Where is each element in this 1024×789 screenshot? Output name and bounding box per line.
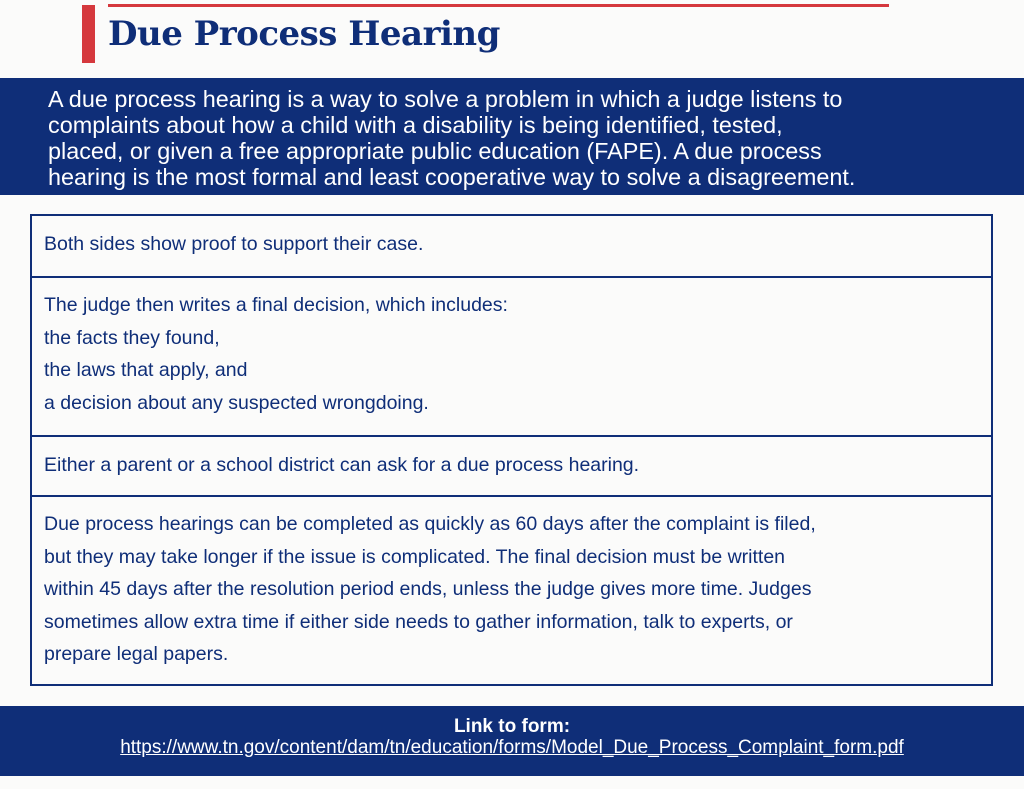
info-row-proof	[32, 216, 991, 278]
form-link[interactable]: https://www.tn.gov/content/dam/tn/education/forms/Model_Due_Process_Complaint_form.pdf	[120, 737, 904, 758]
row-text: prepare legal papers.	[44, 643, 229, 665]
top-decorative-rule	[108, 4, 889, 7]
info-table	[30, 214, 993, 686]
row-text: but they may take longer if the issue is complicated. The final decision must be written	[44, 545, 786, 568]
row-text: Both sides show proof to support their case.	[44, 233, 424, 255]
intro-line: complaints about how a child with a disability is being identified, tested,	[48, 112, 783, 138]
info-row-timeline	[32, 497, 991, 671]
intro-banner	[0, 78, 1024, 195]
row-text: sometimes allow extra time if either side needs to gather information, talk to experts, or	[44, 610, 793, 633]
intro-line: hearing is the most formal and least cooperative way to solve a disagreement.	[48, 164, 856, 190]
page-title: Due Process Hearing	[108, 14, 500, 54]
info-row-final-decision	[32, 278, 991, 437]
row-text: The judge then writes a final decision, which includes:	[44, 294, 508, 316]
row-text: Due process hearings can be completed as quickly as 60 days after the complaint is filed,	[44, 513, 816, 535]
intro-line: placed, or given a free appropriate public education (FAPE). A due process	[48, 138, 822, 164]
intro-line: A due process hearing is a way to solve a problem in which a judge listens to	[48, 86, 843, 112]
row-text: a decision about any suspected wrongdoing.	[44, 391, 429, 414]
footer-banner	[0, 706, 1024, 776]
row-text: within 45 days after the resolution period ends, unless the judge gives more time. Judges	[44, 578, 812, 600]
info-row-who-can-ask	[32, 437, 991, 497]
intro-text	[48, 86, 1004, 190]
row-text: the facts they found,	[44, 326, 220, 349]
row-text: Either a parent or a school district can ask for a due process hearing.	[44, 454, 640, 476]
row-text: the laws that apply, and	[44, 359, 248, 381]
link-label: Link to form:	[453, 716, 571, 737]
title-accent-bar	[82, 5, 95, 63]
